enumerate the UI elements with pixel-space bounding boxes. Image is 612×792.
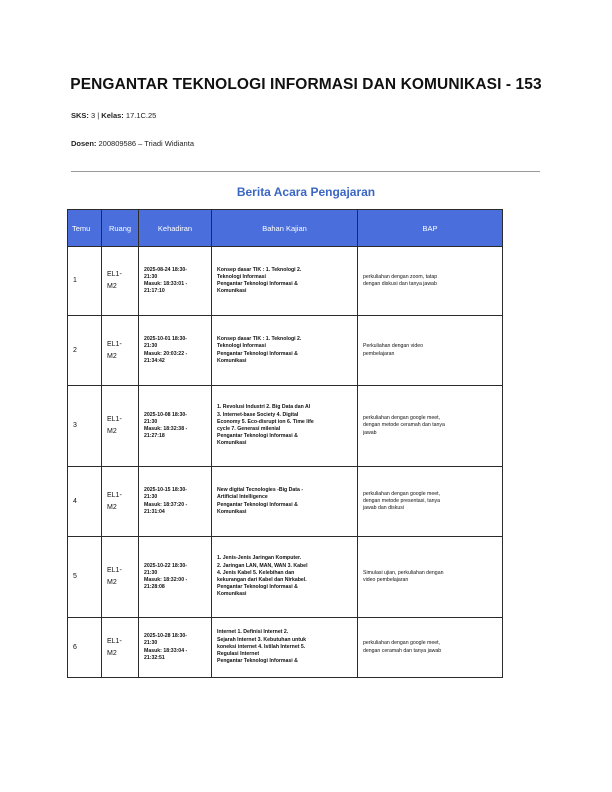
ruang-line: EL1- <box>107 567 122 574</box>
dosen-label: Dosen: <box>71 139 97 148</box>
ruang-cell <box>102 618 139 678</box>
sks-label: SKS: <box>71 111 89 120</box>
bahan-line: Teknologi Informasi <box>217 273 266 280</box>
kehadiran-line: 21:34:42 <box>144 357 165 364</box>
bahan-line: Economy 5. Eco-disrupt ion 6. Time life <box>217 418 314 425</box>
kehadiran-line: Masuk: 18:32:38 - <box>144 426 188 432</box>
table-row <box>68 247 503 316</box>
ruang-cell <box>102 386 139 467</box>
bahan-line: 4. Jenis Kabel 5. Kelebihan dan <box>217 569 295 576</box>
kehadiran-line: 2025-10-08 18:30- <box>144 411 187 418</box>
bap-cell <box>358 316 503 386</box>
temu-cell: 3 <box>68 386 102 467</box>
kehadiran-line: Masuk: 18:37:20 - <box>144 501 188 508</box>
table-row <box>68 618 503 678</box>
bahan-line: Pengantar Teknologi Informasi & <box>217 584 298 591</box>
table-row <box>68 316 503 386</box>
bap-line: perkuliahan dengan google meet, <box>363 415 441 422</box>
ruang-line: EL1- <box>107 271 122 278</box>
ruang-cell <box>102 247 139 316</box>
temu-cell: 4 <box>68 467 102 537</box>
bahan-line: Komunikasi <box>217 288 247 295</box>
bahan-kajian-cell <box>212 247 358 316</box>
bap-line: pembelajaran <box>363 350 395 357</box>
kehadiran-line: 2025-10-22 18:30- <box>144 562 187 569</box>
kelas-value: 17.1C.25 <box>123 111 157 120</box>
ruang-cell <box>102 467 139 537</box>
bahan-line: Konsep dasar TIK : 1. Teknologi 2. <box>217 336 302 343</box>
ruang-line: M2 <box>107 283 117 290</box>
bap-cell <box>358 467 503 537</box>
kehadiran-line: Masuk: 18:32:00 - <box>144 577 188 583</box>
bahan-kajian-cell <box>212 386 358 467</box>
bahan-line: Teknologi Informasi <box>217 343 266 350</box>
bahan-line: Pengantar Teknologi Informasi & <box>217 433 298 440</box>
bap-cell <box>358 618 503 678</box>
kehadiran-line: 21:30 <box>144 640 158 647</box>
bahan-kajian-cell <box>212 618 358 678</box>
bahan-line: Artificial Intelligence <box>217 494 268 501</box>
bahan-line: Pengantar Teknologi Informasi & <box>217 281 298 287</box>
kehadiran-cell <box>139 467 212 537</box>
bahan-line: kekurangan dari Kabel dan Nirkabel. <box>217 577 307 583</box>
kehadiran-line: Masuk: 18:33:04 - <box>144 647 188 654</box>
bahan-line: Komunikasi <box>217 591 247 598</box>
temu-cell: 5 <box>68 537 102 618</box>
bahan-line: Pengantar Teknologi Informasi & <box>217 350 298 357</box>
kehadiran-line: 21:27:18 <box>144 433 165 440</box>
bahan-line: New digital Tecnologies -Big Data - <box>217 487 304 494</box>
kehadiran-cell <box>139 316 212 386</box>
kehadiran-line: 2025-10-15 18:30- <box>144 487 187 494</box>
kehadiran-line: 2025-10-01 18:30- <box>144 336 187 343</box>
bap-line: dengan metode presentasi, tanya <box>363 497 441 504</box>
kelas-label: Kelas: <box>101 111 124 120</box>
bahan-line: Regulasi Internet <box>217 651 260 658</box>
header-kehadiran: Kehadiran <box>139 210 212 247</box>
bap-line: perkuliahan dengan zoom, tatap <box>363 273 438 280</box>
bap-line: Perkuliahan dengan video <box>363 343 423 350</box>
bap-line: jawab <box>363 429 377 436</box>
ruang-line: EL1- <box>107 637 122 645</box>
bap-line: perkuliahan dengan google meet, <box>363 490 441 497</box>
bahan-line: Pengantar Teknologi Informasi & <box>217 658 298 665</box>
bap-cell <box>358 386 503 467</box>
sks-value: 3 | <box>88 111 102 120</box>
bap-line: dengan ceramah dan tanya jawab <box>363 647 442 654</box>
ruang-line: M2 <box>107 503 117 511</box>
ruang-line: M2 <box>107 649 117 657</box>
bap-line: jawab dan diskusi <box>363 505 404 512</box>
temu-cell: 2 <box>68 316 102 386</box>
kehadiran-line: 21:32:51 <box>144 654 165 661</box>
kehadiran-cell <box>139 247 212 316</box>
kehadiran-line: 21:17:10 <box>144 288 165 295</box>
bahan-kajian-cell <box>212 316 358 386</box>
bahan-line: Internet 1. Definisi Internet 2. <box>217 629 289 636</box>
divider <box>71 171 540 172</box>
header-bap: BAP <box>358 210 503 247</box>
header-bahan-kajian: Bahan Kajian <box>212 210 358 247</box>
header-temu: Temu <box>68 210 102 247</box>
lecturer-meta <box>71 139 194 148</box>
ruang-cell <box>102 537 139 618</box>
bahan-kajian-cell <box>212 537 358 618</box>
kehadiran-line: 21:28:08 <box>144 584 165 591</box>
kehadiran-line: 21:31:04 <box>144 508 165 515</box>
bahan-line: 1. Revolusi Industri 2. Big Data dan AI <box>217 404 311 411</box>
table-row <box>68 467 503 537</box>
bahan-line: Komunikasi <box>217 508 247 515</box>
bahan-line: cycle 7. Generasi milenial <box>217 426 281 432</box>
bahan-kajian-cell <box>212 467 358 537</box>
temu-cell: 6 <box>68 618 102 678</box>
bap-cell <box>358 537 503 618</box>
kehadiran-line: 21:30 <box>144 569 158 576</box>
bap-line: Simulasi ujian, perkuliahan dengan <box>363 569 444 576</box>
ruang-line: EL1- <box>107 416 122 423</box>
kehadiran-line: 21:30 <box>144 418 158 425</box>
kehadiran-line: 21:30 <box>144 343 158 350</box>
ruang-cell <box>102 316 139 386</box>
table-row <box>68 386 503 467</box>
bahan-line: Pengantar Teknologi Informasi & <box>217 501 298 508</box>
document-title: PENGANTAR TEKNOLOGI INFORMASI DAN KOMUNIKASI - 153 <box>70 76 542 93</box>
bap-table <box>67 209 503 678</box>
bahan-line: koneksi internet 4. Istilah Internet 5. <box>217 643 306 650</box>
kehadiran-line: Masuk: 18:33:01 - <box>144 281 188 287</box>
bahan-line: 1. Jenis-Jenis Jaringan Komputer. <box>217 555 302 562</box>
kehadiran-line: 2025-08-24 18:30- <box>144 266 187 273</box>
kehadiran-cell <box>139 537 212 618</box>
bap-line: video pembelajaran <box>363 577 409 583</box>
bap-line: dengan metode ceramah dan tanya <box>363 422 445 429</box>
table-row <box>68 537 503 618</box>
bap-cell <box>358 247 503 316</box>
bahan-line: Komunikasi <box>217 440 247 447</box>
kehadiran-line: 21:30 <box>144 273 158 280</box>
ruang-line: EL1- <box>107 491 122 499</box>
temu-cell: 1 <box>68 247 102 316</box>
bahan-line: 3. Internet-base Society 4. Digital <box>217 411 299 418</box>
kehadiran-cell <box>139 386 212 467</box>
bahan-line: Sejarah Internet 3. Kebutuhan untuk <box>217 636 307 643</box>
bap-line: dengan diskusi dan tanya jawab <box>363 281 437 287</box>
bahan-line: Konsep dasar TIK : 1. Teknologi 2. <box>217 266 302 273</box>
dosen-value: 200809586 – Triadi Widianta <box>96 139 194 148</box>
section-title: Berita Acara Pengajaran <box>236 185 376 199</box>
ruang-line: EL1- <box>107 340 122 348</box>
ruang-line: M2 <box>107 352 117 360</box>
kehadiran-line: 21:30 <box>144 494 158 501</box>
ruang-line: M2 <box>107 579 117 586</box>
course-meta <box>71 111 156 120</box>
bap-line: perkuliahan dengan google meet, <box>363 640 441 647</box>
kehadiran-cell <box>139 618 212 678</box>
kehadiran-line: Masuk: 20:03:22 - <box>144 350 188 357</box>
table-header-row <box>68 210 503 247</box>
ruang-line: M2 <box>107 428 117 435</box>
header-ruang: Ruang <box>102 210 139 247</box>
bahan-line: Komunikasi <box>217 357 247 364</box>
bahan-line: 2. Jaringan LAN, MAN, WAN 3. Kabel <box>217 562 308 569</box>
kehadiran-line: 2025-10-28 18:30- <box>144 633 187 640</box>
